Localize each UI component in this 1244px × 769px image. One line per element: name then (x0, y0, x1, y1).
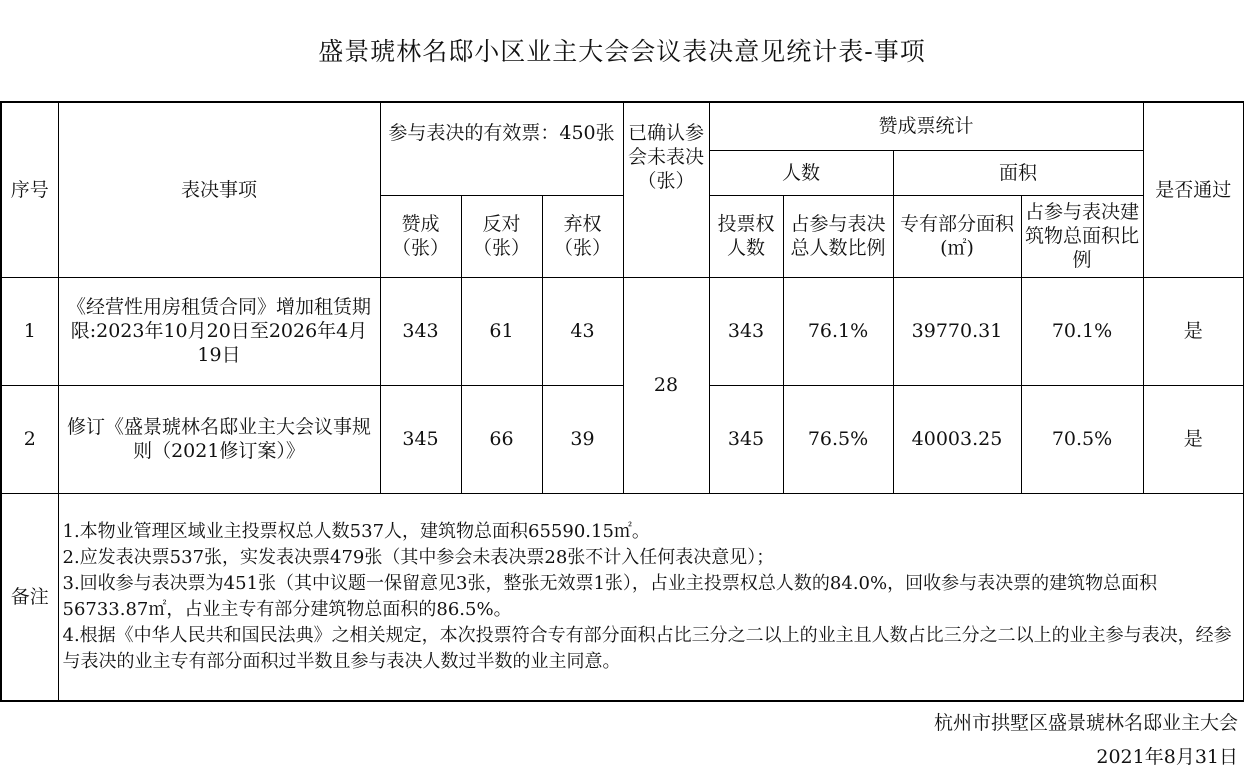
notes-content (58, 493, 1244, 701)
note-line: 2.应发表决票537张，实发表决票479张（其中参会未表决票28张不计入任何表决意见）； (62, 546, 775, 568)
header-valid-votes: 参与表决的有效票：450张 (380, 102, 623, 195)
row-passed: 是 (1143, 385, 1244, 493)
header-approve: 赞成（张） (380, 195, 461, 277)
header-seq: 序号 (1, 102, 58, 277)
table-row (1, 277, 1244, 385)
header-area: 面积 (893, 150, 1143, 195)
row-item: 《经营性用房租赁合同》增加租赁期限:2023年10月20日至2026年4月19日 (58, 277, 380, 385)
row-passed: 是 (1143, 277, 1244, 385)
row-persons-ratio: 76.1% (783, 277, 893, 385)
row-persons-ratio: 76.5% (783, 385, 893, 493)
header-persons: 人数 (709, 150, 893, 195)
row-item: 修订《盛景琥林名邸业主大会议事规则（2021修订案）》 (58, 385, 380, 493)
row-oppose: 61 (461, 277, 542, 385)
header-area-ratio: 占参与表决建筑物总面积比例 (1021, 195, 1143, 277)
document-title: 盛景琥林名邸小区业主大会会议表决意见统计表-事项 (318, 37, 926, 66)
row-approve: 343 (380, 277, 461, 385)
row-exclusive-area: 40003.25 (893, 385, 1021, 493)
confirmed-absent-value: 28 (623, 277, 709, 493)
footer-organization: 杭州市拱墅区盛景琥林名邸业主大会 (933, 712, 1238, 734)
header-item: 表决事项 (58, 102, 380, 277)
header-voting-persons: 投票权人数 (709, 195, 783, 277)
note-line: 3.回收参与表决票为451张（其中议题一保留意见3张，整张无效票1张），占业主投票权总人数的84.0%，回收参与表决票的建筑物总面积56733.87㎡，占业主专有部分建筑物总面积的86.5%。 (62, 572, 1158, 620)
vote-statistics-table (0, 101, 1244, 702)
header-persons-ratio: 占参与表决总人数比例 (783, 195, 893, 277)
note-line: 4.根据《中华人民共和国民法典》之相关规定，本次投票符合专有部分面积占比三分之二以上的业主且人数占比三分之二以上的业主参与表决，经参与表决的业主专有部分面积过半数且参与表决人数过半数的业主同意。 (62, 624, 1232, 672)
header-abstain: 弃权（张） (542, 195, 623, 277)
table-row (1, 385, 1244, 493)
row-abstain: 39 (542, 385, 623, 493)
footer-date: 2021年8月31日 (1096, 746, 1238, 768)
header-approval-stats: 赞成票统计 (709, 102, 1143, 150)
header-exclusive-area: 专有部分面积(㎡) (893, 195, 1021, 277)
header-oppose: 反对（张） (461, 195, 542, 277)
row-voting-persons: 343 (709, 277, 783, 385)
note-line: 1.本物业管理区域业主投票权总人数537人，建筑物总面积65590.15㎡。 (62, 520, 650, 542)
header-confirmed-absent: 已确认参会未表决（张） (623, 102, 709, 277)
row-voting-persons: 345 (709, 385, 783, 493)
row-abstain: 43 (542, 277, 623, 385)
row-area-ratio: 70.1% (1021, 277, 1143, 385)
row-seq: 1 (1, 277, 58, 385)
header-passed: 是否通过 (1143, 102, 1244, 277)
row-area-ratio: 70.5% (1021, 385, 1143, 493)
row-approve: 345 (380, 385, 461, 493)
row-oppose: 66 (461, 385, 542, 493)
notes-label: 备注 (1, 493, 58, 701)
row-exclusive-area: 39770.31 (893, 277, 1021, 385)
row-seq: 2 (1, 385, 58, 493)
